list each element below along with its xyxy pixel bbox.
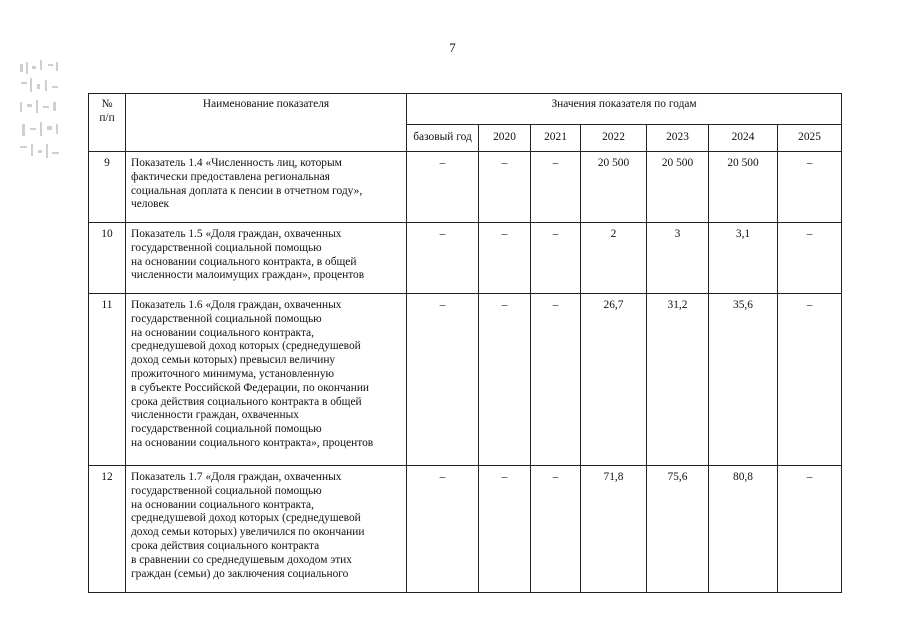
indicator-value: – — [778, 223, 842, 294]
table-row — [89, 152, 842, 223]
indicator-value: – — [407, 152, 479, 223]
page-number: 7 — [449, 40, 456, 55]
indicator-name-line: Показатель 1.7 «Доля граждан, охваченных — [131, 471, 342, 483]
header-year: 2024 — [709, 125, 778, 152]
indicator-name — [126, 223, 407, 294]
indicator-name-line: в субъекте Российской Федерации, по окончании — [131, 381, 370, 394]
row-number: 12 — [89, 466, 126, 593]
indicator-value: – — [531, 466, 581, 593]
header-num: № п/п — [89, 94, 126, 152]
indicator-name-line: государственной социальной помощью — [131, 241, 322, 254]
indicator-value: 20 500 — [709, 152, 778, 223]
indicator-name-line: среднедушевой доход которых (среднедушевой — [131, 340, 361, 353]
indicator-value: – — [531, 152, 581, 223]
indicator-name-line: государственной социальной помощью — [131, 423, 322, 436]
indicators-table — [88, 93, 842, 593]
indicator-name-line: доход семьи которых) увеличился по окончании — [131, 526, 365, 539]
table-row — [89, 223, 842, 294]
indicator-name-line: Показатель 1.4 «Численность лиц, которым — [131, 157, 342, 169]
indicator-name — [126, 152, 407, 223]
indicator-name-line: на основании социального контракта, в общей — [131, 255, 357, 268]
indicator-name-line: срока действия социального контракта — [131, 539, 320, 552]
indicator-name-line: численности граждан, охваченных — [131, 409, 299, 422]
indicator-value: – — [778, 152, 842, 223]
indicator-name — [126, 294, 407, 466]
header-name: Наименование показателя — [126, 94, 407, 152]
indicator-name-line: человек — [131, 198, 170, 211]
indicator-name-line: социальная доплата к пенсии в отчетном году», — [131, 184, 363, 197]
indicator-name-line: Показатель 1.5 «Доля граждан, охваченных — [131, 228, 342, 240]
indicator-name-line: на основании социального контракта, — [131, 326, 314, 339]
table-row — [89, 294, 842, 466]
indicator-name-line: среднедушевой доход которых (среднедушевой — [131, 512, 361, 525]
indicator-value: – — [407, 294, 479, 466]
indicator-name-line: государственной социальной помощью — [131, 484, 322, 497]
indicator-value: 3,1 — [709, 223, 778, 294]
indicator-value: 20 500 — [581, 152, 647, 223]
indicator-value: 2 — [581, 223, 647, 294]
indicator-value: 80,8 — [709, 466, 778, 593]
indicator-value: 20 500 — [647, 152, 709, 223]
header-year: базовый год — [407, 125, 479, 152]
indicator-name-line: граждан (семьи) до заключения социального — [131, 567, 349, 580]
indicator-value: 75,6 — [647, 466, 709, 593]
indicator-value: – — [531, 223, 581, 294]
indicator-value: – — [479, 152, 531, 223]
indicator-value: – — [479, 223, 531, 294]
indicator-value: 3 — [647, 223, 709, 294]
indicator-name-line: в сравнении со среднедушевым доходом этих — [131, 553, 352, 566]
header-year: 2020 — [479, 125, 531, 152]
row-number: 9 — [89, 152, 126, 223]
row-number: 10 — [89, 223, 126, 294]
indicator-value: 71,8 — [581, 466, 647, 593]
indicator-value: – — [778, 466, 842, 593]
indicator-value: – — [407, 223, 479, 294]
indicator-value: – — [479, 294, 531, 466]
indicator-name-line: срока действия социального контракта в общей — [131, 395, 362, 408]
indicator-name-line: государственной социальной помощью — [131, 312, 322, 325]
indicator-value: 26,7 — [581, 294, 647, 466]
table-row — [89, 466, 842, 593]
indicator-value: 35,6 — [709, 294, 778, 466]
indicator-value: 31,2 — [647, 294, 709, 466]
indicator-value: – — [778, 294, 842, 466]
indicator-name-line: прожиточного минимума, установленную — [131, 367, 335, 380]
indicator-name-line: на основании социального контракта», процентов — [131, 436, 374, 449]
indicator-name-line: доход семьи которых) превысил величину — [131, 354, 336, 367]
indicator-name-line: численности малоимущих граждан», процентов — [131, 269, 365, 282]
header-year: 2022 — [581, 125, 647, 152]
indicator-name-line: на основании социального контракта, — [131, 498, 314, 511]
header-year: 2023 — [647, 125, 709, 152]
header-values-group: Значения показателя по годам — [407, 94, 842, 125]
row-number: 11 — [89, 294, 126, 466]
indicator-name-line: Показатель 1.6 «Доля граждан, охваченных — [131, 299, 342, 311]
header-year: 2021 — [531, 125, 581, 152]
indicator-name-line: фактически предоставлена региональная — [131, 170, 330, 183]
indicator-value: – — [407, 466, 479, 593]
header-year: 2025 — [778, 125, 842, 152]
margin-stamp-image — [18, 58, 62, 166]
indicator-name — [126, 466, 407, 593]
indicator-value: – — [479, 466, 531, 593]
indicator-value: – — [531, 294, 581, 466]
